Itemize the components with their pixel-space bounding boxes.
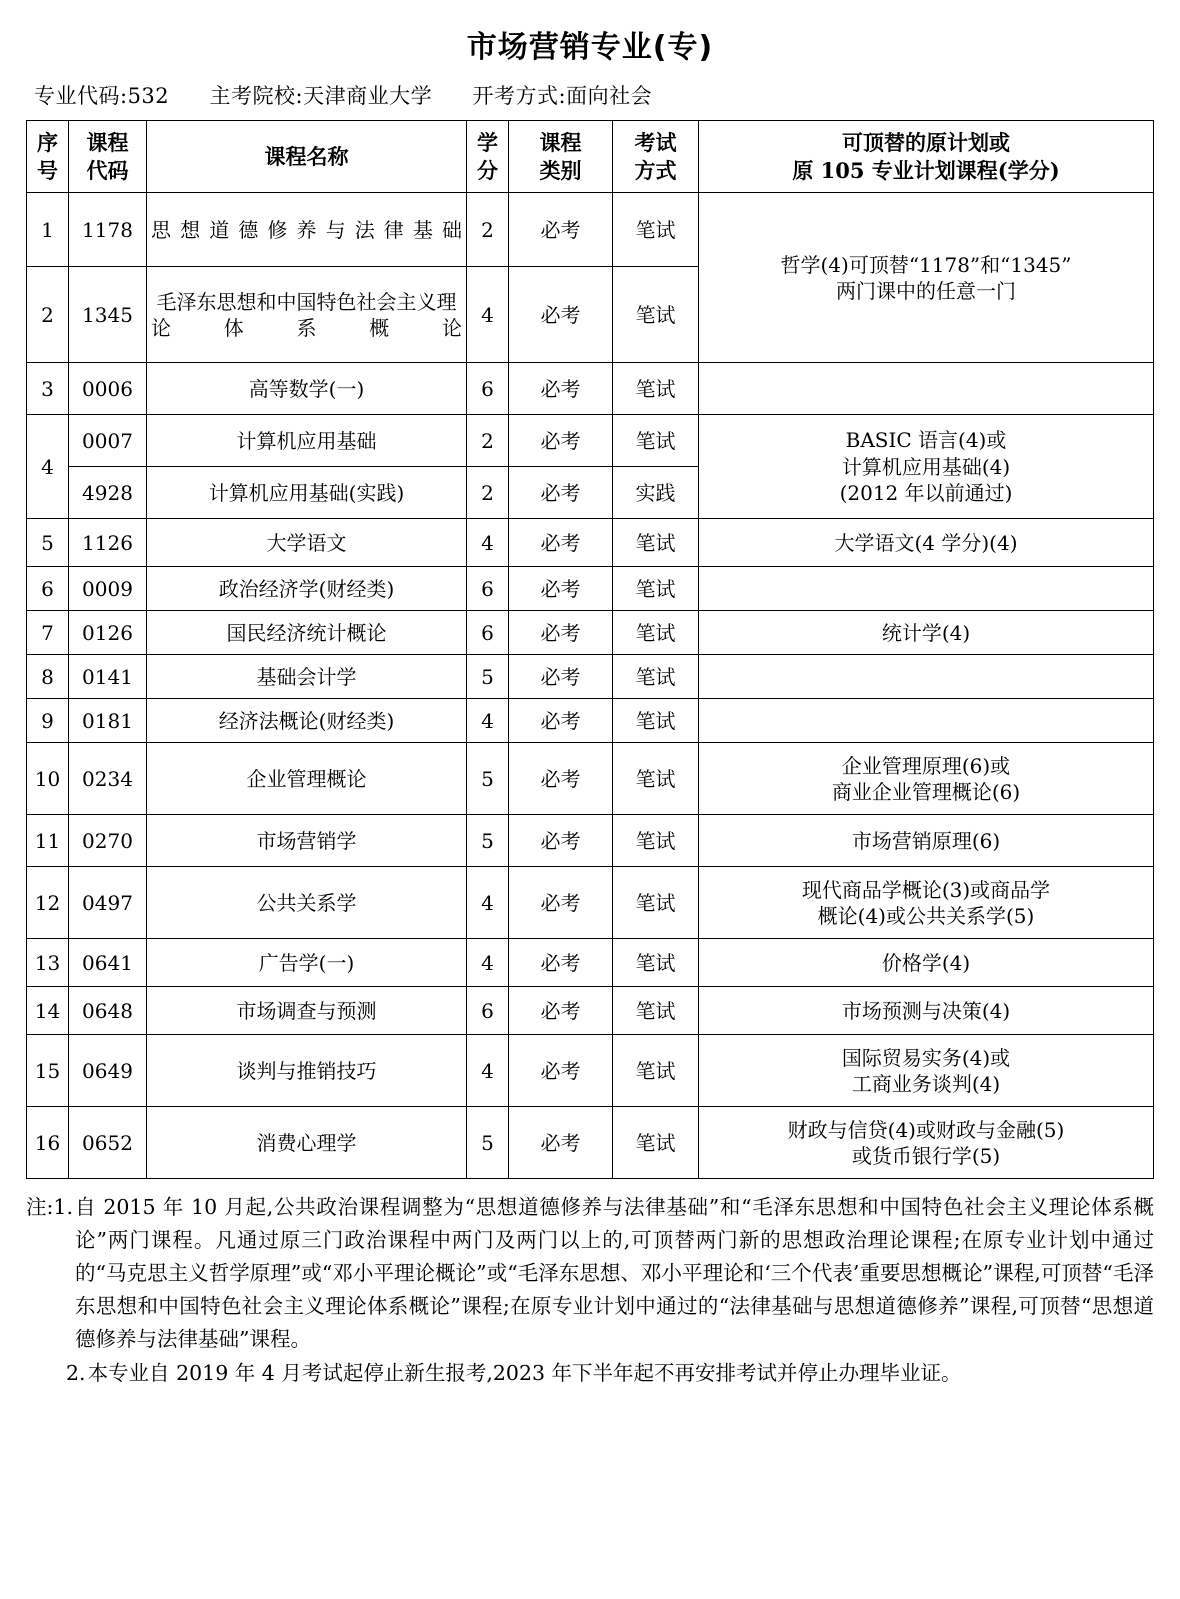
table-row (27, 1035, 1154, 1107)
cell-code: 0270 (69, 815, 147, 867)
cell-exam: 笔试 (613, 655, 699, 699)
cell-seq: 2 (27, 267, 69, 363)
header-course-type: 课程 类别 (509, 121, 613, 193)
cell-course-name: 市场营销学 (147, 815, 467, 867)
cell-credit: 5 (467, 655, 509, 699)
cell-seq: 9 (27, 699, 69, 743)
cell-exam: 笔试 (613, 415, 699, 467)
cell-type: 必考 (509, 467, 613, 519)
cell-exam: 笔试 (613, 699, 699, 743)
cell-exam: 笔试 (613, 743, 699, 815)
cell-seq: 4 (27, 415, 69, 519)
cell-credit: 6 (467, 567, 509, 611)
cell-course-name: 高等数学(一) (147, 363, 467, 415)
cell-code: 0649 (69, 1035, 147, 1107)
cell-code: 1126 (69, 519, 147, 567)
cell-seq: 14 (27, 987, 69, 1035)
cell-credit: 5 (467, 815, 509, 867)
cell-credit: 4 (467, 867, 509, 939)
table-row (27, 815, 1154, 867)
cell-credit: 4 (467, 267, 509, 363)
cell-seq: 8 (27, 655, 69, 699)
cell-code: 0181 (69, 699, 147, 743)
cell-credit: 4 (467, 519, 509, 567)
document-meta (34, 80, 1154, 110)
cell-seq: 5 (27, 519, 69, 567)
cell-exam: 笔试 (613, 611, 699, 655)
cell-credit: 4 (467, 939, 509, 987)
cell-seq: 6 (27, 567, 69, 611)
table-row (27, 987, 1154, 1035)
cell-exam: 笔试 (613, 567, 699, 611)
cell-seq: 1 (27, 193, 69, 267)
cell-replaceable-merged: BASIC 语言(4)或 计算机应用基础(4) (2012 年以前通过) (699, 415, 1154, 519)
cell-exam: 笔试 (613, 1035, 699, 1107)
header-replaceable-course: 可顶替的原计划或 原 105 专业计划课程(学分) (699, 121, 1154, 193)
cell-type: 必考 (509, 743, 613, 815)
cell-credit: 2 (467, 467, 509, 519)
table-row (27, 655, 1154, 699)
cell-course-name: 国民经济统计概论 (147, 611, 467, 655)
cell-code: 0648 (69, 987, 147, 1035)
cell-replaceable: 现代商品学概论(3)或商品学 概论(4)或公共关系学(5) (699, 867, 1154, 939)
cell-seq: 16 (27, 1107, 69, 1179)
cell-type: 必考 (509, 939, 613, 987)
cell-course-name: 消费心理学 (147, 1107, 467, 1179)
header-exam-mode: 考试 方式 (613, 121, 699, 193)
table-row (27, 363, 1154, 415)
cell-seq: 15 (27, 1035, 69, 1107)
cell-seq: 11 (27, 815, 69, 867)
cell-credit: 4 (467, 1035, 509, 1107)
cell-code: 0006 (69, 363, 147, 415)
cell-credit: 5 (467, 1107, 509, 1179)
table-header-row (27, 121, 1154, 193)
cell-replaceable: 价格学(4) (699, 939, 1154, 987)
note-item-2 (26, 1357, 1154, 1390)
cell-type: 必考 (509, 1035, 613, 1107)
cell-seq: 3 (27, 363, 69, 415)
cell-course-name: 计算机应用基础(实践) (147, 467, 467, 519)
cell-replaceable-merged: 哲学(4)可顶替“1178”和“1345” 两门课中的任意一门 (699, 193, 1154, 363)
table-row (27, 867, 1154, 939)
cell-replaceable: 财政与信贷(4)或财政与金融(5) 或货币银行学(5) (699, 1107, 1154, 1179)
cell-course-name: 企业管理概论 (147, 743, 467, 815)
note-1-body: 自 2015 年 10 月起,公共政治课程调整为“思想道德修养与法律基础”和“毛泽东思想和中国特色社会主义理论体系概论”两门课程。凡通过原三门政治课程中两门及两门以上的,可顶替两门新的思想政治理论课程;在原专业计划中通过的“马克思主义哲学原理”或“邓小平理论概论”或“毛泽东思想、邓小平理论和‘三个代表’重要思想概论”课程,可顶替“毛泽东思想和中国特色社会主义理论体系概论”课程;在原专业计划中通过的“法律基础与思想道德修养”课程,可顶替“思想道德修养与法律基础”课程。 (74, 1195, 1154, 1351)
note-2-body: 本专业自 2019 年 4 月考试起停止新生报考,2023 年下半年起不再安排考试并停止办理毕业证。 (87, 1361, 962, 1386)
cell-exam: 笔试 (613, 267, 699, 363)
cell-type: 必考 (509, 655, 613, 699)
cell-course-name: 广告学(一) (147, 939, 467, 987)
cell-replaceable: 统计学(4) (699, 611, 1154, 655)
cell-replaceable (699, 655, 1154, 699)
cell-course-name: 思想道德修养与法律基础 (147, 193, 467, 267)
cell-exam: 笔试 (613, 519, 699, 567)
cell-replaceable: 国际贸易实务(4)或 工商业务谈判(4) (699, 1035, 1154, 1107)
cell-course-name: 毛泽东思想和中国特色社会主义理论体系概论 (147, 267, 467, 363)
note-2-label: 2. (66, 1361, 86, 1386)
cell-type: 必考 (509, 363, 613, 415)
cell-exam: 笔试 (613, 815, 699, 867)
cell-course-name: 经济法概论(财经类) (147, 699, 467, 743)
cell-type: 必考 (509, 987, 613, 1035)
cell-exam: 笔试 (613, 1107, 699, 1179)
cell-code: 0234 (69, 743, 147, 815)
cell-credit: 6 (467, 987, 509, 1035)
cell-code: 0126 (69, 611, 147, 655)
cell-exam: 笔试 (613, 193, 699, 267)
note-1-label: 注:1. (26, 1195, 73, 1220)
cell-code: 1345 (69, 267, 147, 363)
cell-code: 0009 (69, 567, 147, 611)
header-course-name: 课程名称 (147, 121, 467, 193)
cell-credit: 2 (467, 193, 509, 267)
table-row (27, 1107, 1154, 1179)
host-school: 主考院校:天津商业大学 (209, 84, 433, 108)
cell-replaceable (699, 567, 1154, 611)
cell-replaceable: 市场预测与决策(4) (699, 987, 1154, 1035)
cell-type: 必考 (509, 1107, 613, 1179)
cell-seq: 7 (27, 611, 69, 655)
cell-credit: 5 (467, 743, 509, 815)
course-plan-table (26, 120, 1154, 1179)
header-course-code: 课程 代码 (69, 121, 147, 193)
table-row (27, 939, 1154, 987)
cell-type: 必考 (509, 815, 613, 867)
cell-type: 必考 (509, 867, 613, 939)
cell-credit: 4 (467, 699, 509, 743)
cell-course-name: 谈判与推销技巧 (147, 1035, 467, 1107)
cell-type: 必考 (509, 611, 613, 655)
cell-course-name: 大学语文 (147, 519, 467, 567)
cell-exam: 笔试 (613, 867, 699, 939)
cell-replaceable: 企业管理原理(6)或 商业企业管理概论(6) (699, 743, 1154, 815)
header-seq: 序 号 (27, 121, 69, 193)
header-credit: 学 分 (467, 121, 509, 193)
cell-type: 必考 (509, 267, 613, 363)
cell-code: 0141 (69, 655, 147, 699)
cell-type: 必考 (509, 567, 613, 611)
cell-code: 0641 (69, 939, 147, 987)
table-row (27, 193, 1154, 267)
cell-code: 0497 (69, 867, 147, 939)
cell-replaceable (699, 699, 1154, 743)
table-row (27, 611, 1154, 655)
cell-code: 4928 (69, 467, 147, 519)
cell-course-name: 基础会计学 (147, 655, 467, 699)
cell-exam: 笔试 (613, 987, 699, 1035)
cell-exam: 笔试 (613, 939, 699, 987)
cell-type: 必考 (509, 699, 613, 743)
notes-section (26, 1191, 1154, 1390)
cell-course-name: 政治经济学(财经类) (147, 567, 467, 611)
cell-type: 必考 (509, 415, 613, 467)
table-row (27, 567, 1154, 611)
cell-seq: 10 (27, 743, 69, 815)
cell-course-name: 市场调查与预测 (147, 987, 467, 1035)
cell-credit: 2 (467, 415, 509, 467)
table-row (27, 415, 1154, 467)
cell-type: 必考 (509, 193, 613, 267)
cell-credit: 6 (467, 611, 509, 655)
cell-exam: 实践 (613, 467, 699, 519)
cell-replaceable: 大学语文(4 学分)(4) (699, 519, 1154, 567)
table-row (27, 743, 1154, 815)
cell-code: 1178 (69, 193, 147, 267)
table-row (27, 699, 1154, 743)
cell-code: 0652 (69, 1107, 147, 1179)
cell-course-name: 计算机应用基础 (147, 415, 467, 467)
cell-replaceable: 市场营销原理(6) (699, 815, 1154, 867)
page-title: 市场营销专业(专) (466, 30, 714, 65)
cell-type: 必考 (509, 519, 613, 567)
cell-seq: 13 (27, 939, 69, 987)
cell-code: 0007 (69, 415, 147, 467)
note-item-1 (26, 1191, 1154, 1355)
cell-exam: 笔试 (613, 363, 699, 415)
cell-seq: 12 (27, 867, 69, 939)
exam-mode: 开考方式:面向社会 (472, 84, 653, 108)
major-code: 专业代码:532 (34, 84, 170, 108)
cell-course-name: 公共关系学 (147, 867, 467, 939)
table-row (27, 519, 1154, 567)
cell-credit: 6 (467, 363, 509, 415)
cell-replaceable (699, 363, 1154, 415)
